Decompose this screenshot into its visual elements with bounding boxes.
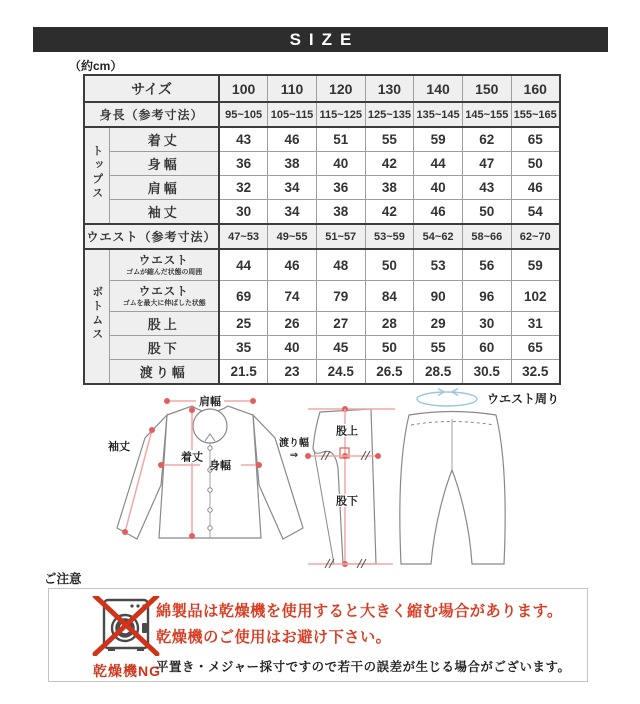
tops-value: 46 xyxy=(268,127,317,152)
tops-value: 42 xyxy=(365,200,414,225)
tops-value: 38 xyxy=(316,200,365,225)
tops-value: 55 xyxy=(365,127,414,152)
size-table-container xyxy=(83,74,561,385)
bottoms-row-label: 渡り幅 xyxy=(109,360,219,385)
tops-value: 50 xyxy=(462,200,511,225)
notice-heading: ご注意 xyxy=(44,572,82,586)
bottoms-value: 60 xyxy=(462,336,511,360)
tops-value: 44 xyxy=(414,152,463,176)
bottoms-value: 21.5 xyxy=(219,360,268,385)
bottoms-value: 48 xyxy=(316,249,365,281)
bottoms-value: 27 xyxy=(316,312,365,336)
height-value: 135~145 xyxy=(414,102,463,127)
size-col-header: 140 xyxy=(414,75,463,102)
height-row-header: 身長（参考寸法） xyxy=(84,102,219,127)
waist-ref-value: 47~53 xyxy=(219,224,268,249)
bottoms-row-label: 股下 xyxy=(109,336,219,360)
size-col-header: 120 xyxy=(316,75,365,102)
tops-value: 34 xyxy=(268,176,317,200)
notice-line-3: 平置き・メジャー採寸ですので若干の誤差が生じる場合がございます。 xyxy=(156,660,571,674)
height-value: 155~165 xyxy=(511,102,560,127)
no-tumble-dry-icon xyxy=(92,596,162,656)
height-value: 145~155 xyxy=(462,102,511,127)
table-row xyxy=(84,360,560,385)
notice-line-1: 綿製品は乾燥機を使用すると大きく縮む場合があります。 xyxy=(156,603,563,620)
table-row xyxy=(84,200,560,225)
tops-value: 59 xyxy=(414,127,463,152)
tops-value: 38 xyxy=(365,176,414,200)
table-row xyxy=(84,281,560,312)
bottoms-value: 26.5 xyxy=(365,360,414,385)
bottoms-value: 23 xyxy=(268,360,317,385)
bottoms-value: 102 xyxy=(511,281,560,312)
waist-ref-row-header: ウエスト（参考寸法） xyxy=(84,224,219,249)
table-row xyxy=(84,312,560,336)
waist-ref-value: 49~55 xyxy=(268,224,317,249)
bottoms-value: 53 xyxy=(414,249,463,281)
bottoms-value: 44 xyxy=(219,249,268,281)
body-length-label: 着丈 xyxy=(181,451,203,464)
tops-value: 36 xyxy=(316,176,365,200)
tops-value: 46 xyxy=(414,200,463,225)
size-row-header: サイズ xyxy=(84,75,219,102)
notice-text xyxy=(156,599,584,675)
tops-category-cell: トップス xyxy=(84,127,109,224)
bottoms-value: 28 xyxy=(365,312,414,336)
bottoms-row-label: ウエスト ゴムが縮んだ状態の周囲 xyxy=(109,249,219,281)
bottoms-value: 74 xyxy=(268,281,317,312)
size-col-header: 160 xyxy=(511,75,560,102)
sleeve-length-label: 袖丈 xyxy=(108,441,130,453)
bottoms-value: 31 xyxy=(511,312,560,336)
size-banner-title: SIZE xyxy=(289,29,360,49)
pants-side-diagram xyxy=(279,406,395,568)
height-value: 105~115 xyxy=(268,102,317,127)
tops-value: 46 xyxy=(511,176,560,200)
bottoms-value: 84 xyxy=(365,281,414,312)
waist-ref-value: 58~66 xyxy=(462,224,511,249)
dryer-ng-label: 乾燥機NG xyxy=(93,663,161,679)
pajama-top-diagram xyxy=(108,394,303,539)
waist-around-label: ウエスト周り xyxy=(487,392,560,406)
tops-value: 65 xyxy=(511,127,560,152)
chest-width-label: 身幅 xyxy=(209,460,231,472)
bottoms-value: 59 xyxy=(511,249,560,281)
tops-row-label: 袖丈 xyxy=(109,200,219,225)
bottoms-value: 55 xyxy=(414,336,463,360)
tops-value: 42 xyxy=(365,152,414,176)
bottoms-value: 65 xyxy=(511,336,560,360)
waist-ref-value: 51~57 xyxy=(316,224,365,249)
tops-value: 43 xyxy=(219,127,268,152)
inseam-label: 股下 xyxy=(336,495,358,508)
bottoms-value: 35 xyxy=(219,336,268,360)
bottoms-row-label: ウエスト ゴムを最大に伸ばした状態 xyxy=(109,281,219,312)
thigh-width-arrow: ⇒ xyxy=(289,450,299,461)
bottoms-value: 32.5 xyxy=(511,360,560,385)
table-row xyxy=(84,127,560,152)
waist-ref-value: 53~59 xyxy=(365,224,414,249)
bottoms-value: 29 xyxy=(414,312,463,336)
tops-value: 62 xyxy=(462,127,511,152)
bottoms-row-label: 股上 xyxy=(109,312,219,336)
tops-value: 47 xyxy=(462,152,511,176)
bottoms-value: 28.5 xyxy=(414,360,463,385)
tops-value: 43 xyxy=(462,176,511,200)
height-value: 115~125 xyxy=(316,102,365,127)
tops-row-label: 着丈 xyxy=(109,127,219,152)
bottoms-value: 50 xyxy=(365,249,414,281)
bottoms-value: 56 xyxy=(462,249,511,281)
table-row xyxy=(84,102,560,127)
bottoms-value: 50 xyxy=(365,336,414,360)
notice-box xyxy=(48,588,588,682)
table-row xyxy=(84,75,560,102)
size-col-header: 110 xyxy=(268,75,317,102)
tops-value: 51 xyxy=(316,127,365,152)
tops-row-label: 肩幅 xyxy=(109,176,219,200)
unit-note: （約cm） xyxy=(69,59,123,73)
tops-value: 30 xyxy=(219,200,268,225)
tops-value: 40 xyxy=(316,152,365,176)
bottoms-category-cell: ボトムス xyxy=(84,249,109,384)
bottoms-value: 69 xyxy=(219,281,268,312)
bottoms-value: 40 xyxy=(268,336,317,360)
size-banner xyxy=(33,27,608,52)
bottoms-value: 45 xyxy=(316,336,365,360)
tops-value: 50 xyxy=(511,152,560,176)
bottoms-value: 26 xyxy=(268,312,317,336)
bottoms-value: 25 xyxy=(219,312,268,336)
bottoms-value: 30.5 xyxy=(462,360,511,385)
pants-front-diagram xyxy=(400,389,559,565)
notice-line-2: 乾燥機のご使用はお避け下さい。 xyxy=(156,629,392,646)
waist-ref-value: 54~62 xyxy=(414,224,463,249)
bottoms-value: 24.5 xyxy=(316,360,365,385)
size-col-header: 130 xyxy=(365,75,414,102)
tops-value: 54 xyxy=(511,200,560,225)
bottoms-value: 46 xyxy=(268,249,317,281)
table-row xyxy=(84,176,560,200)
table-row xyxy=(84,152,560,176)
bottoms-value: 96 xyxy=(462,281,511,312)
tops-value: 40 xyxy=(414,176,463,200)
thigh-width-label: 渡り幅 xyxy=(279,438,309,449)
tops-value: 34 xyxy=(268,200,317,225)
table-row xyxy=(84,336,560,360)
bottoms-value: 90 xyxy=(414,281,463,312)
height-value: 95~105 xyxy=(219,102,268,127)
height-value: 125~135 xyxy=(365,102,414,127)
tops-value: 32 xyxy=(219,176,268,200)
size-col-header: 100 xyxy=(219,75,268,102)
shoulder-width-label: 肩幅 xyxy=(199,396,221,408)
size-table xyxy=(83,74,561,385)
tops-value: 36 xyxy=(219,152,268,176)
table-row xyxy=(84,224,560,249)
tops-value: 38 xyxy=(268,152,317,176)
rise-label: 股上 xyxy=(336,425,358,438)
bottoms-value: 30 xyxy=(462,312,511,336)
table-row xyxy=(84,249,560,281)
tops-row-label: 身幅 xyxy=(109,152,219,176)
waist-ref-value: 62~70 xyxy=(511,224,560,249)
measurement-diagrams xyxy=(95,388,570,571)
size-col-header: 150 xyxy=(462,75,511,102)
bottoms-value: 79 xyxy=(316,281,365,312)
